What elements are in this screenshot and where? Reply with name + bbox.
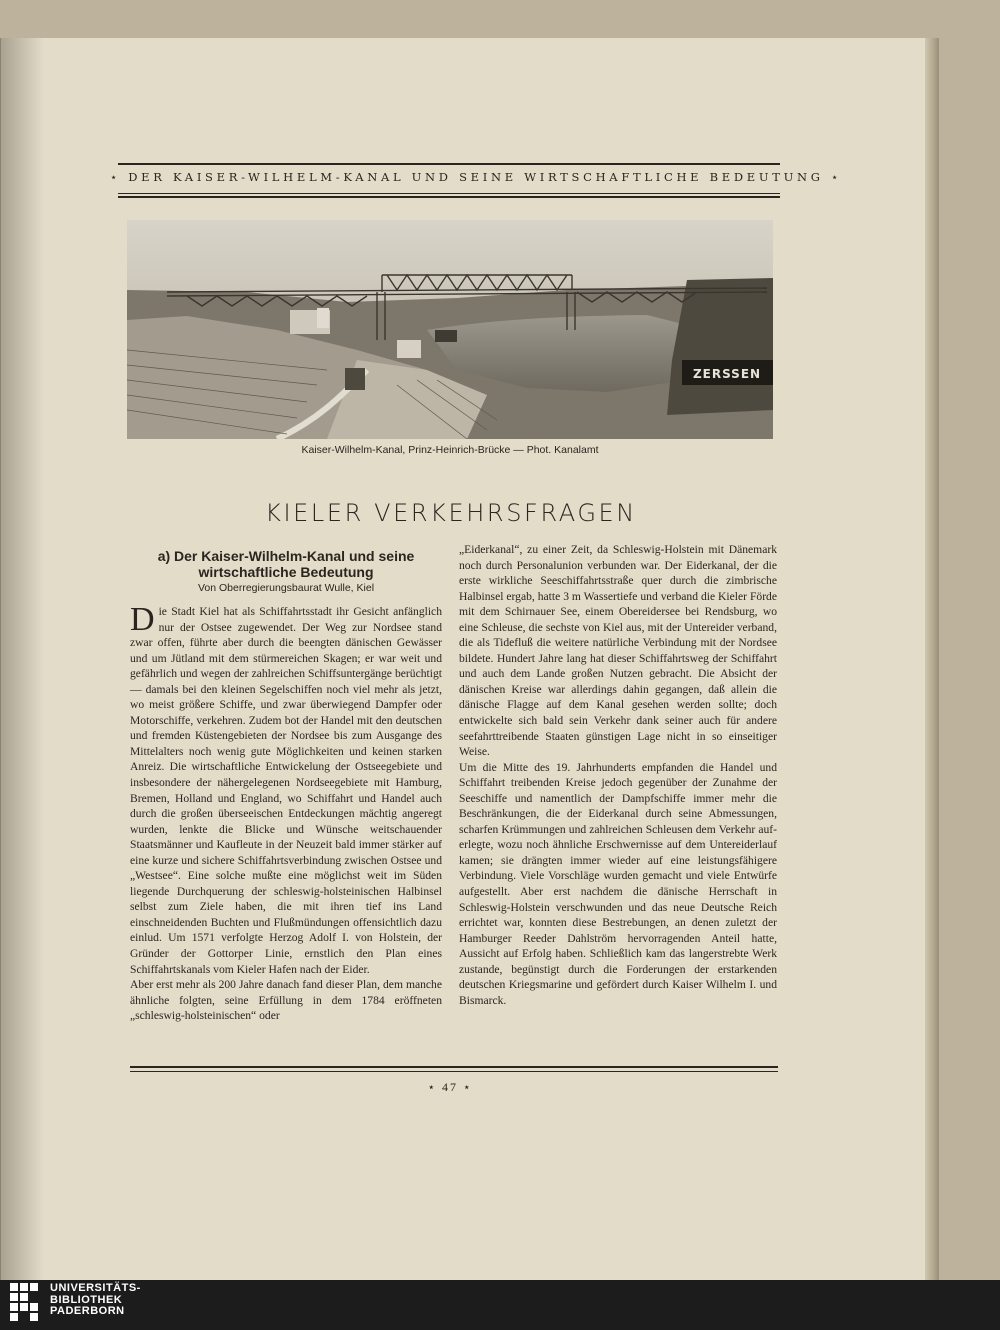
text-column-left: [130, 601, 442, 1024]
canal-bridge-photo: [127, 220, 773, 439]
zerssen-sign: ZERSSEN: [692, 367, 762, 381]
header-rule-bottom-thick: [118, 196, 780, 198]
text-column-right: [459, 542, 777, 1008]
photo-caption: Kaiser-Wilhelm-Kanal, Prinz-Heinrich-Brücke — Phot. Kanalamt: [301, 444, 599, 456]
section-heading-line2: wirtschaftliche Bedeutung: [198, 564, 374, 580]
section-heading: [130, 548, 442, 580]
article-title: KIELER VERKEHRSFRAGEN: [265, 499, 637, 527]
paragraph: Aber erst mehr als 200 Jahre danach fand dieser Plan, dem manche ähnliche folgten, seine Erfüllung in dem 1784 eröffneten „schleswig-holsteinischen“ oder: [130, 978, 442, 1023]
library-logo-line2: BIBLIOTHEK: [50, 1293, 123, 1306]
page-number: ⋆ 47 ⋆: [427, 1080, 473, 1094]
library-footer-bar: [0, 1280, 1000, 1330]
paragraph: „Eiderkanal“, zu einer Zeit, da Schleswig-Holstein mit Dänemark noch durch Personalunion verbunden war. Der Eiderkanal, der die erste wirkliche Seeschiffahrtsstraße quer durch die zimbrische Halbinsel ergab, hatte 3 m Wassertiefe und verband die Kieler Förde mit dem Schirnauer See, einem Obereidersee bei Rendsburg, wo eine Schleuse, die sechste von Kiel aus, mit der Untereider verband, die als Tidefluß die weitere natürliche Verbindung mit der Nordsee bildete. Hundert Jahre lang hat dieser Schiffahrtsweg der Schiffahrt und auch dem Lande großen Nutzen gebracht. Die Absicht der dänischen Kreise war allerdings dahin gegangen, daß allein die dänische Flagge auf dem Kanal gesehen werden sollte; doch entwickelte sich bald sein Verkehr dank seiner auch für andere seefahrttreibende Staaten günstigen Lage nicht in so einseitiger Weise.: [459, 543, 777, 759]
page-edge: [925, 38, 939, 1280]
footer-rule-thin: [130, 1071, 778, 1072]
paragraph: Um die Mitte des 19. Jahrhunderts empfanden die Handel und Schiffahrt treibenden Kreise jedoch gegenüber der Zunahme der Seeschiffe und namentlich der Dampfschiffe immer mehr die Beschränkungen, die der Eiderkanal durch seine Abmessungen, scharfen Krümmungen und zahlreichen Schleusen dem Verkehr auferlegte, wozu noch ähnliche Erschwernisse auf dem Untereiderlauf kamen; sie drängten immer wieder auf eine leistungsfähigere Verbindung. Viele Vorschläge wurden gemacht und viele Entwürfe aufgestellt. Aber erst nachdem die dänische Herrschaft in Schleswig-Holstein verschwunden und das neue Deutsche Reich errichtet war, konnten diese Bestrebungen, an denen zuletzt der Hamburger Reeder Dahlström hervorragenden Anteil hatte, Aussicht auf Erfolg haben. Schließlich kam das langerstrebte Werk zustande, begünstigt durch die Forderungen der erstarkenden deutschen Kriegsmarine und gefördert durch Kaiser Wilhelm I. und Bismarck.: [459, 760, 777, 1007]
paragraph-text: ie Stadt Kiel hat als Schiffahrtsstadt ihr Gesicht anfänglich nur der Ostsee zugewendet. Der Weg zur Nordsee stand zwar offen, führte aber durch die beengten dänischen Gewässer und um Jütland mit dem stürmereichen Skagen; er war weit und gefährlich und wegen der zahlreichen Schiffsuntergänge berüchtigt — damals bei den kleinen Segelschiffen noch viel mehr als jetzt, wo meist größere Schiffe, und zwar überwiegend Dampfer oder Motorschiffe, verkehren. Zudem bot der Handel mit den deutschen und fremden Küstengebieten der Nordsee bis zum Ausgange des Mittelalters noch wenig gute Möglichkeiten und keinen starken Anreiz. Die wirtschaftliche Entwickelung der Ostseegebiete und insbesondere der nähergelegenen Nordseegebiete mit Hamburg, Bremen, Holland und England, wo Schiffahrt und Handel auch durch die großen überseeischen Entdeckungen mächtig angeregt wurden, lenkte die Blicke und Wünsche weitschauender Staatsmänner und Kaufleute in der Neuzeit bald immer stärker auf eine kurze und sichere Schiffahrtsverbindung zwischen Ostsee und „Westsee“. Eine solche mußte eine möglichst weit im Süden liegende Durchquerung der schleswig-holsteinischen Halbinsel selbst zum Ziele haben, die mit ihren tief ins Land einschneidenden Buchten und Flußmündungen offensichtlich dazu einlud. Um 1571 verfolgte Herzog Adolf I. von Holstein, der Gründer der Gottorper Linie, ernstlich den Plan eines Schiffahrtskanals vom Kieler Hafen nach der Eider.: [130, 605, 442, 976]
running-head: ⋆ DER KAISER-WILHELM-KANAL UND SEINE WIRTSCHAFTLICHE BEDEUTUNG ⋆: [110, 170, 842, 184]
library-logo-text: [50, 1283, 141, 1318]
header-rule-top: [118, 163, 780, 165]
paragraph: [130, 601, 442, 977]
footer-rule-thick: [130, 1066, 778, 1068]
author-byline: Von Oberregierungsbaurat Wulle, Kiel: [197, 582, 375, 594]
library-logo-line3: PADERBORN: [50, 1305, 125, 1317]
library-logo-icon: [10, 1283, 44, 1323]
photo-illustration: [127, 220, 773, 439]
library-logo-line1: UNIVERSITÄTS-: [50, 1282, 141, 1294]
page-gutter-shadow: [0, 38, 44, 1280]
drop-cap: D: [130, 601, 155, 638]
header-rule-bottom: [118, 193, 780, 194]
section-heading-line1: a) Der Kaiser-Wilhelm-Kanal und seine: [157, 548, 415, 564]
